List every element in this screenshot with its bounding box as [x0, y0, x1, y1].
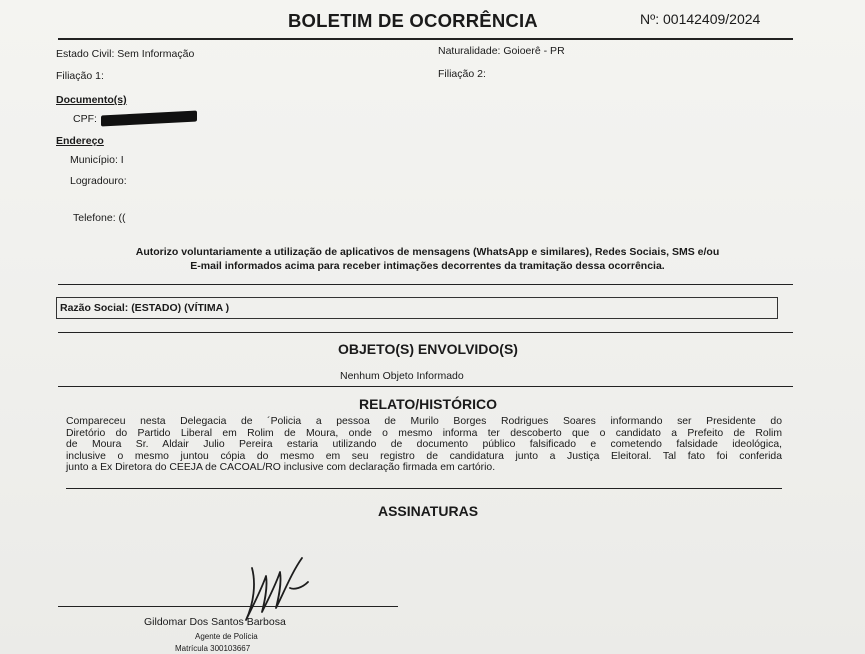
relato-line: inclusive o mesmo juntou cópia do mesmo em seu registro de candidatura junto a Justiça Eleitoral. Tal fato foi conferida [66, 450, 782, 462]
relato-line: Compareceu nesta Delegacia de ´Policia a pessoa de Murilo Borges Rodrigues Soares informando ser Presidente do [66, 416, 782, 427]
signatory-name: Gildomar Dos Santos Barbosa [144, 616, 286, 628]
filiacao-2: Filiação 2: [438, 68, 486, 80]
estado-civil: Estado Civil: Sem Informação [56, 48, 195, 60]
signatory-matricula: Matrícula 300103667 [175, 644, 251, 653]
objetos-heading: OBJETO(S) ENVOLVIDO(S) [338, 341, 518, 357]
relato-text [66, 416, 782, 474]
notice-line-1: Autorizo voluntariamente a utilização de aplicativos de mensagens (WhatsApp e similares), Redes Sociais, SMS e/ou [135, 246, 720, 258]
municipio-label: Município: I [70, 154, 124, 166]
filiacao-1: Filiação 1: [56, 70, 104, 82]
assinaturas-heading: ASSINATURAS [377, 503, 479, 519]
endereco-heading: Endereço [56, 135, 104, 147]
relato-line: Diretório do Partido Liberal em Rolim de Moura, onde o mesmo informa ter descoberto que o candidato a Prefeito de Rolim [66, 427, 782, 439]
relato-line: junto a Ex Diretora do CEEJA de CACOAL/RO inclusive com declaração firmada em cartório. [66, 462, 496, 474]
header-divider [58, 38, 793, 40]
cpf-label: CPF: [73, 113, 97, 125]
naturalidade: Naturalidade: Goioerê - PR [438, 45, 565, 57]
documento-heading: Documento(s) [56, 94, 127, 106]
relato-top-divider [58, 386, 793, 387]
signature-line [58, 606, 398, 607]
signatory-role: Agente de Polícia [195, 632, 258, 641]
relato-heading: RELATO/HISTÓRICO [359, 396, 497, 412]
relato-line: de Moura Sr. Aldair Julio Pereira estaria utilizando de documento público falsificado e cometendo falsidade ideológica, [66, 439, 782, 451]
objetos-top-divider [58, 332, 793, 333]
telefone-label: Telefone: (( [73, 212, 126, 224]
objetos-value: Nenhum Objeto Informado [340, 370, 464, 382]
relato-bottom-divider [66, 488, 782, 489]
authorization-notice [60, 245, 795, 273]
razao-social: Razão Social: (ESTADO) (VÍTIMA ) [60, 302, 230, 314]
notice-divider [58, 284, 793, 285]
document-title: BOLETIM DE OCORRÊNCIA [288, 10, 538, 31]
logradouro-label: Logradouro: [70, 175, 127, 187]
occurrence-number: Nº: 00142409/2024 [640, 11, 761, 27]
notice-line-2: E-mail informados acima para receber intimações decorrentes da tramitação dessa ocorrência. [190, 260, 665, 272]
cpf-redaction [101, 110, 197, 126]
